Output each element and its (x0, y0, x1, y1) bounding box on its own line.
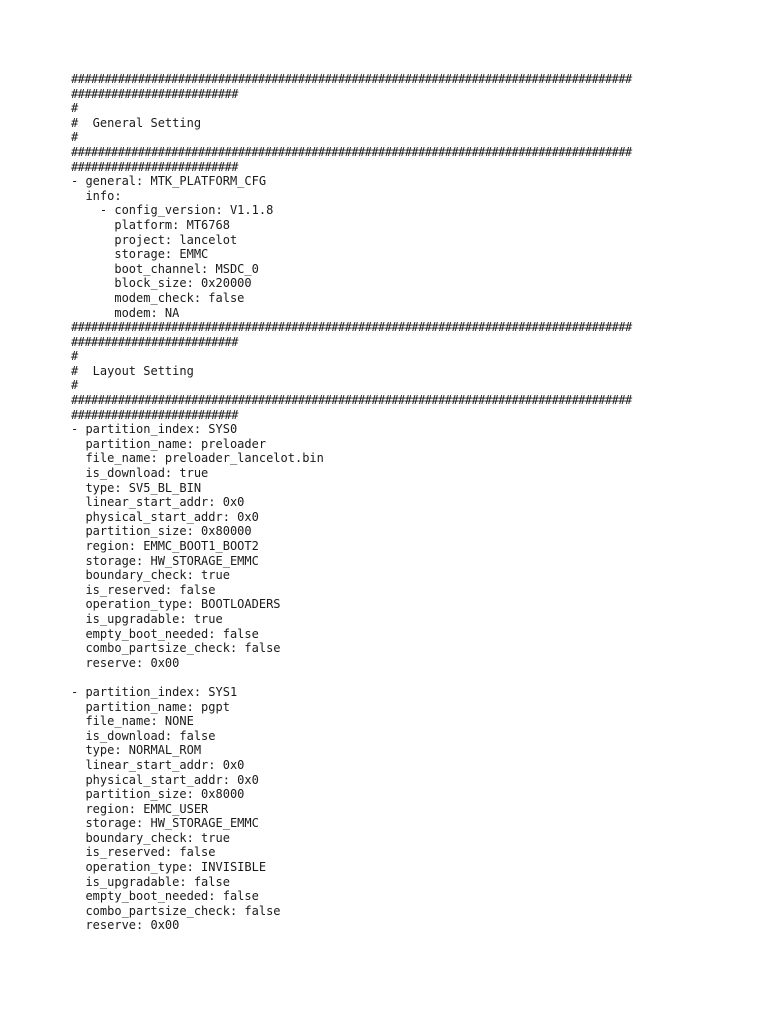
comment-line: # (71, 378, 79, 393)
config-line: modem: NA (71, 305, 180, 320)
partition-line: region: EMMC_USER (71, 801, 209, 816)
partition-line: is_upgradable: true (71, 611, 223, 626)
partition-line: partition_name: pgpt (71, 699, 230, 714)
separator-line: ######################### (71, 159, 238, 174)
partition-line: physical_start_addr: 0x0 (71, 509, 259, 524)
config-line: platform: MT6768 (71, 217, 230, 232)
partition-entry-sys1 (71, 685, 711, 933)
partition-line: boundary_check: true (71, 568, 230, 583)
separator-line: ######################### (71, 334, 238, 349)
partition-line: - partition_index: SYS0 (71, 422, 238, 437)
separator-line: #################################################################################### (71, 320, 632, 335)
partition-line: is_upgradable: false (71, 874, 230, 889)
partition-entry-sys0 (71, 422, 711, 670)
comment-line: # (71, 349, 79, 364)
separator-line: #################################################################################### (71, 393, 632, 408)
partition-line: type: SV5_BL_BIN (71, 480, 202, 495)
partition-line: operation_type: INVISIBLE (71, 860, 267, 875)
partition-line: partition_size: 0x80000 (71, 524, 252, 539)
partition-line: linear_start_addr: 0x0 (71, 495, 245, 510)
partition-line: combo_partsize_check: false (71, 903, 281, 918)
partition-line: is_download: false (71, 728, 216, 743)
partition-line: empty_boot_needed: false (71, 889, 259, 904)
config-line: - general: MTK_PLATFORM_CFG (71, 174, 267, 189)
partition-line: type: NORMAL_ROM (71, 743, 202, 758)
partition-line: linear_start_addr: 0x0 (71, 757, 245, 772)
config-line: - config_version: V1.1.8 (71, 203, 274, 218)
separator-line: #################################################################################### (71, 72, 632, 86)
config-line: project: lancelot (71, 232, 238, 247)
config-line: storage: EMMC (71, 247, 209, 262)
section-heading-general: # General Setting (71, 115, 202, 130)
separator-line: ######################### (71, 86, 238, 101)
comment-line: # (71, 101, 79, 116)
config-line: block_size: 0x20000 (71, 276, 252, 291)
config-line: boot_channel: MSDC_0 (71, 261, 259, 276)
partition-line: - partition_index: SYS1 (71, 684, 238, 699)
partition-line: file_name: NONE (71, 714, 194, 729)
partition-line: is_download: true (71, 466, 209, 481)
general-config-block (71, 174, 711, 320)
separator-line: ######################### (71, 407, 238, 422)
partition-line: partition_name: preloader (71, 436, 267, 451)
partition-line: is_reserved: false (71, 845, 216, 860)
scatter-file-document (71, 72, 711, 933)
separator-line: #################################################################################### (71, 144, 632, 159)
partition-line: physical_start_addr: 0x0 (71, 772, 259, 787)
blank-line (71, 670, 711, 685)
partition-line: operation_type: BOOTLOADERS (71, 597, 281, 612)
partition-line: storage: HW_STORAGE_EMMC (71, 816, 259, 831)
comment-line: # (71, 130, 79, 145)
partition-line: boundary_check: true (71, 830, 230, 845)
partition-line: region: EMMC_BOOT1_BOOT2 (71, 539, 259, 553)
config-line: modem_check: false (71, 290, 245, 305)
partition-line: reserve: 0x00 (71, 918, 180, 933)
partition-line: storage: HW_STORAGE_EMMC (71, 553, 259, 568)
partition-line: is_reserved: false (71, 582, 216, 597)
partition-line: empty_boot_needed: false (71, 626, 259, 641)
config-line: info: (71, 188, 122, 203)
partition-line: reserve: 0x00 (71, 655, 180, 670)
section-heading-layout: # Layout Setting (71, 363, 194, 378)
partition-line: combo_partsize_check: false (71, 641, 281, 656)
partition-line: file_name: preloader_lancelot.bin (71, 451, 324, 466)
partition-line: partition_size: 0x8000 (71, 787, 245, 802)
